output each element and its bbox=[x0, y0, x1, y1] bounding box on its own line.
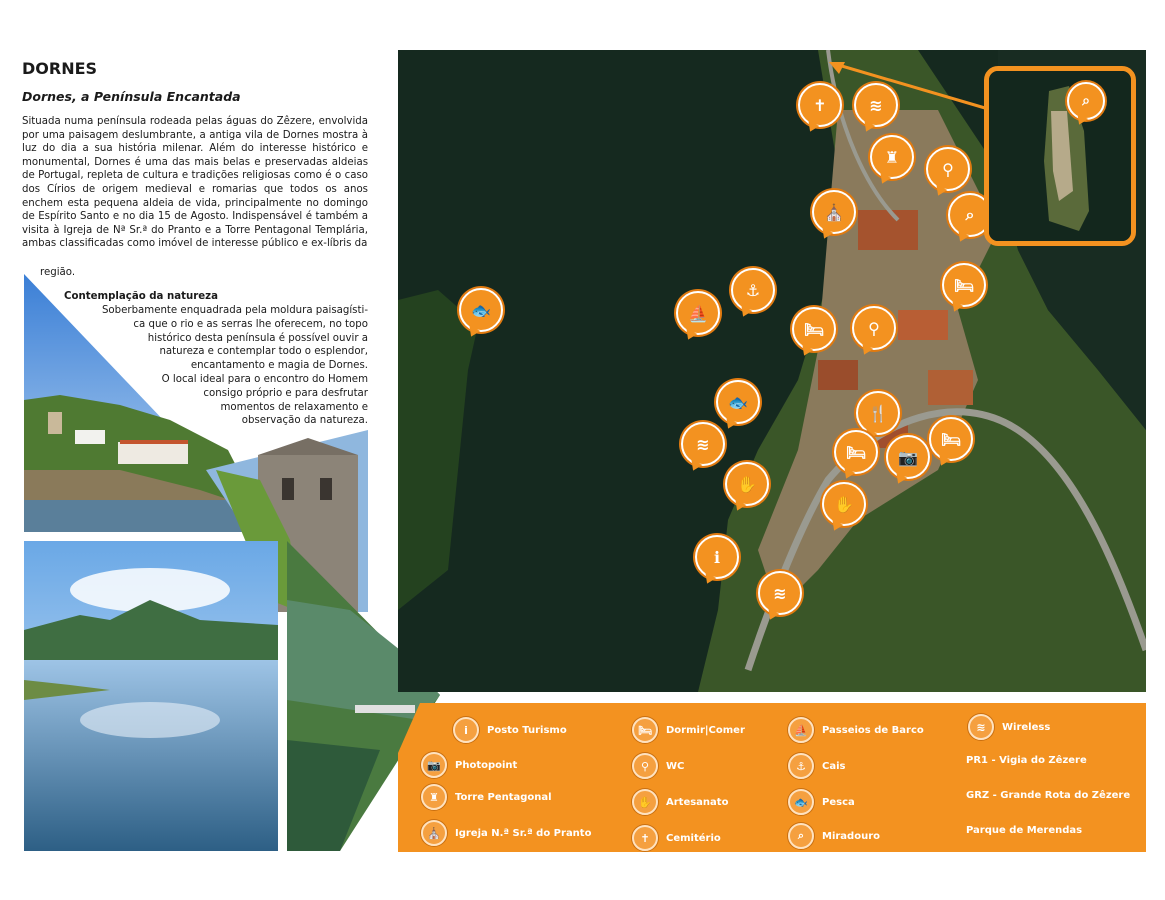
nature-line: ca que o rio e as serras lhe oferecem, no topo bbox=[133, 318, 368, 330]
legend-label: Wireless bbox=[1002, 721, 1051, 733]
legend-torre bbox=[421, 784, 552, 810]
bed-marker[interactable]: 🛏 bbox=[834, 430, 878, 474]
page-title: DORNES bbox=[22, 59, 98, 78]
info-icon: i bbox=[453, 717, 479, 743]
bed-marker[interactable]: 🛏 bbox=[929, 417, 973, 461]
tower-marker[interactable]: ♜ bbox=[870, 135, 914, 179]
legend-cais bbox=[788, 753, 845, 779]
nature-line: Soberbamente enquadrada pela moldura paisagísti- bbox=[101, 305, 368, 316]
legend-pesca bbox=[788, 789, 855, 815]
crafts-icon: ✋ bbox=[632, 789, 658, 815]
boat-marker[interactable]: ⛵ bbox=[676, 291, 720, 335]
fish-icon: 🐟 bbox=[788, 789, 814, 815]
legend-label: Torre Pentagonal bbox=[455, 791, 552, 803]
legend-label: Cemitério bbox=[666, 832, 721, 844]
legend-passeios-barco bbox=[788, 717, 924, 743]
photo-collage bbox=[0, 0, 460, 900]
wireless-marker[interactable]: ≋ bbox=[681, 422, 725, 466]
church-marker[interactable]: ⛪ bbox=[812, 190, 856, 234]
nature-heading: Contemplação da natureza bbox=[64, 291, 218, 302]
legend-label: Posto Turismo bbox=[487, 724, 567, 736]
nature-line: histórico desta península é possível ouvir a bbox=[147, 332, 368, 344]
wc-marker[interactable]: ⚲ bbox=[926, 147, 970, 191]
legend-label: Photopoint bbox=[455, 759, 518, 771]
viewpoint-inset bbox=[984, 66, 1136, 246]
anchor-marker[interactable]: ⚓ bbox=[731, 268, 775, 312]
viewpoint-icon: ⌕ bbox=[788, 823, 814, 849]
inset-terrain bbox=[989, 71, 1131, 241]
bed-marker[interactable]: 🛏 bbox=[942, 263, 986, 307]
fish-marker[interactable]: 🐟 bbox=[716, 380, 760, 424]
cross-icon: ✝ bbox=[632, 825, 658, 851]
crafts-marker[interactable]: ✋ bbox=[725, 462, 769, 506]
legend-label: Pesca bbox=[822, 796, 855, 808]
legend-miradouro bbox=[788, 823, 880, 849]
camera-icon: 📷 bbox=[421, 752, 447, 778]
nature-line: consigo próprio e para desfrutar bbox=[203, 387, 368, 399]
nature-line: observação da natureza. bbox=[241, 415, 368, 427]
legend-photopoint bbox=[421, 752, 517, 778]
legend-artesanato bbox=[632, 789, 728, 815]
legend-label: GRZ - Grande Rota do Zêzere bbox=[966, 790, 1131, 801]
restaurant-marker[interactable]: 🍴 bbox=[856, 391, 900, 435]
anchor-icon: ⚓ bbox=[788, 753, 814, 779]
crafts-marker[interactable]: ✋ bbox=[822, 482, 866, 526]
wc-icon: ⚲ bbox=[632, 753, 658, 779]
legend-label: Parque de Merendas bbox=[966, 825, 1083, 836]
bed-marker[interactable]: 🛏 bbox=[792, 307, 836, 351]
legend-pr1 bbox=[966, 755, 1087, 766]
legend-parque bbox=[966, 825, 1082, 836]
legend-cemiterio bbox=[632, 825, 721, 851]
boat-icon: ⛵ bbox=[788, 717, 814, 743]
nature-line: encantamento e magia de Dornes. bbox=[190, 360, 368, 372]
legend-label: Artesanato bbox=[666, 796, 729, 808]
info-marker[interactable]: ℹ bbox=[695, 535, 739, 579]
legend-igreja bbox=[421, 820, 591, 846]
cemetery-marker[interactable]: ✝ bbox=[798, 83, 842, 127]
wireless-marker[interactable]: ≋ bbox=[758, 571, 802, 615]
nature-line: natureza e contemplar todo o esplendor, bbox=[159, 346, 368, 358]
fish-marker[interactable]: 🐟 bbox=[459, 288, 503, 332]
legend-label: Dormir|Comer bbox=[666, 724, 745, 736]
tower-icon: ♜ bbox=[421, 784, 447, 810]
church-icon: ⛪ bbox=[421, 820, 447, 846]
intro-paragraph: Situada numa península rodeada pelas águas do Zêzere, envolvida por uma paisagem deslumbrante, a antiga vila de Dornes mostra à luz do dia a sua história milenar. Além do interesse histórico e monumental, Dornes é uma das mais belas e preservadas aldeias de Portugal, repleta de cultura e tradições religiosas como é o caso dos Círios de origem medieval e romarias que todos os anos enchem esta pequena aldeia de vida, principalmente no domingo de Espírito Santo e no dia 15 de Agosto. Indispensável é também a visita à Igreja de Nª Sr.ª do Pranto e a Torre Pentagonal Templária, ambas classificadas como imóvel de interesse público e ex-líbris da bbox=[22, 116, 368, 250]
lake-photo bbox=[24, 541, 278, 851]
viewpoint-marker[interactable]: ⌕ bbox=[1067, 82, 1105, 120]
nature-line: O local ideal para o encontro do Homem bbox=[161, 373, 368, 385]
inset-pointer bbox=[825, 58, 990, 118]
bed-fork-icon: 🛏 bbox=[632, 717, 658, 743]
legend-label: Passeios de Barco bbox=[822, 724, 924, 736]
legend-dormir-comer bbox=[632, 717, 745, 743]
legend-grz bbox=[966, 790, 1130, 801]
nature-line: momentos de relaxamento e bbox=[220, 401, 368, 413]
legend-label: Cais bbox=[822, 760, 846, 772]
wireless-icon: ≋ bbox=[968, 714, 994, 740]
legend-label: PR1 - Vigia do Zêzere bbox=[966, 755, 1087, 766]
wc-marker[interactable]: ⚲ bbox=[852, 306, 896, 350]
intro-tail: região. bbox=[40, 267, 76, 278]
legend-wc bbox=[632, 753, 684, 779]
page-subtitle: Dornes, a Península Encantada bbox=[22, 89, 241, 104]
legend-posto-turismo bbox=[453, 717, 567, 743]
camera-marker[interactable]: 📷 bbox=[886, 435, 930, 479]
viewpoint-marker[interactable]: ⌕ bbox=[948, 193, 992, 237]
legend-label: Igreja N.ª Sr.ª do Pranto bbox=[455, 827, 592, 839]
legend-wireless bbox=[968, 714, 1050, 740]
legend-label: Miradouro bbox=[822, 830, 881, 842]
wireless-marker[interactable]: ≋ bbox=[854, 83, 898, 127]
legend-label: WC bbox=[666, 760, 685, 772]
